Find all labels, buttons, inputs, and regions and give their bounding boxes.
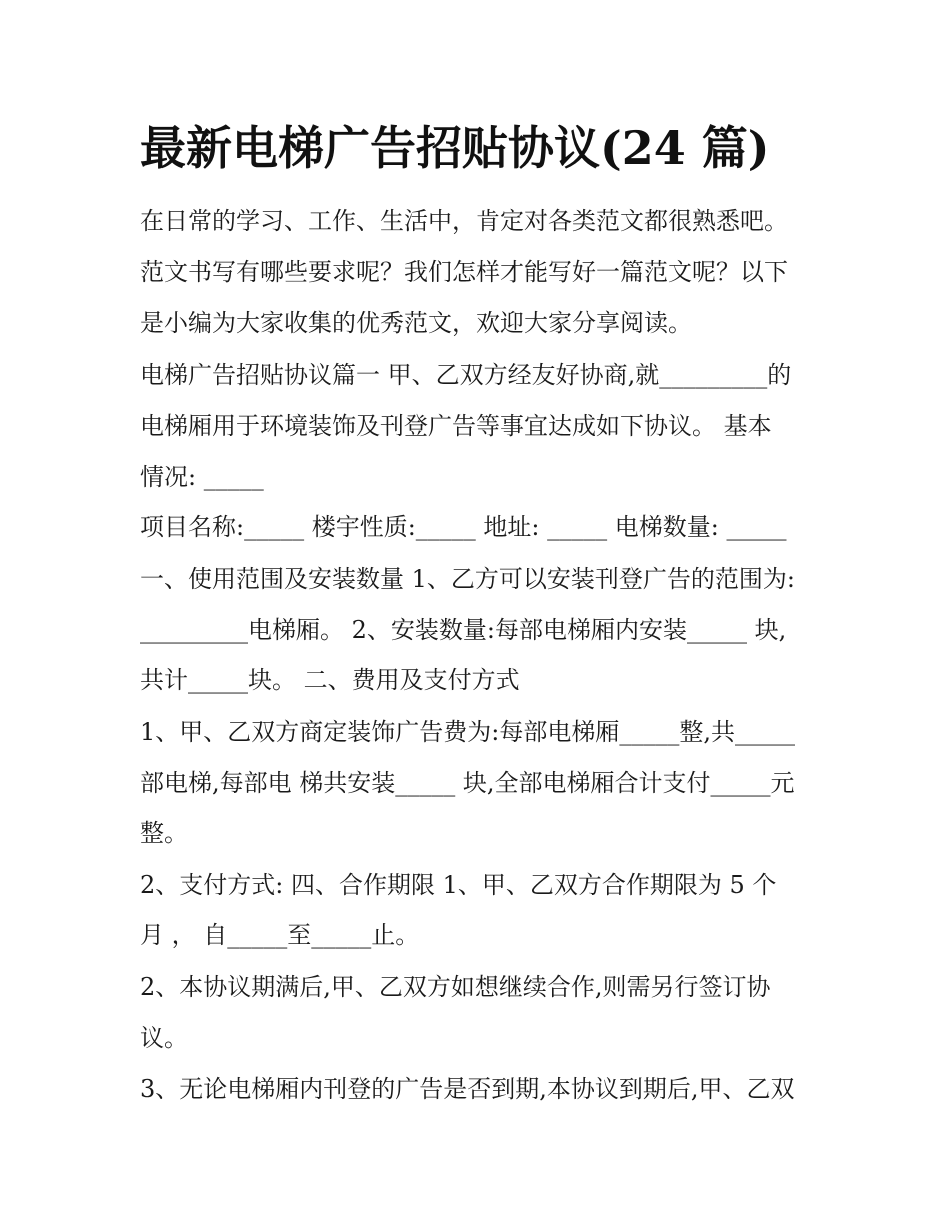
paragraph-line: 共计_____块。 二、费用及支付方式: [140, 666, 520, 694]
paragraph-line: 一、使用范围及安装数量 1、乙方可以安装刊登广告的范围为:: [140, 565, 795, 593]
paragraph-line: _________电梯厢。 2、安装数量:每部电梯厢内安装_____ 块,: [140, 616, 787, 644]
paragraph-line: 电梯广告招贴协议篇一 甲、乙双方经友好协商,就_________的: [140, 361, 792, 389]
paragraph-line: 项目名称:_____ 楼宇性质:_____ 地址: _____ 电梯数量: _____: [140, 513, 787, 541]
paragraph-line: 议。: [140, 1024, 188, 1052]
paragraph-line: 整。: [140, 819, 188, 847]
paragraph-line: 2、本协议期满后,甲、乙双方如想继续合作,则需另行签订协: [140, 973, 771, 1001]
paragraph-line: 1、甲、乙双方商定装饰广告费为:每部电梯厢_____整,共_____: [140, 718, 795, 746]
paragraph-line: 情况: _____: [140, 463, 264, 491]
paragraph-line: 在日常的学习、工作、生活中，肯定对各类范文都很熟悉吧。: [140, 207, 788, 235]
document-title: 最新电梯广告招贴协议(24 篇): [140, 121, 770, 175]
paragraph-line: 范文书写有哪些要求呢？我们怎样才能写好一篇范文呢？以下: [140, 258, 788, 286]
paragraph-line: 月 ， 自_____至_____止。: [140, 921, 420, 949]
paragraph-line: 2、支付方式: 四、合作期限 1、甲、乙双方合作期限为 5 个: [140, 871, 777, 899]
paragraph-line: 部电梯,每部电 梯共安装_____ 块,全部电梯厢合计支付_____元: [140, 769, 795, 797]
paragraph-line: 3、无论电梯厢内刊登的广告是否到期,本协议到期后,甲、乙双: [140, 1075, 795, 1103]
paragraph-line: 电梯厢用于环境装饰及刊登广告等事宜达成如下协议。 基本: [140, 412, 772, 440]
paragraph-line: 是小编为大家收集的优秀范文，欢迎大家分享阅读。: [140, 309, 692, 337]
